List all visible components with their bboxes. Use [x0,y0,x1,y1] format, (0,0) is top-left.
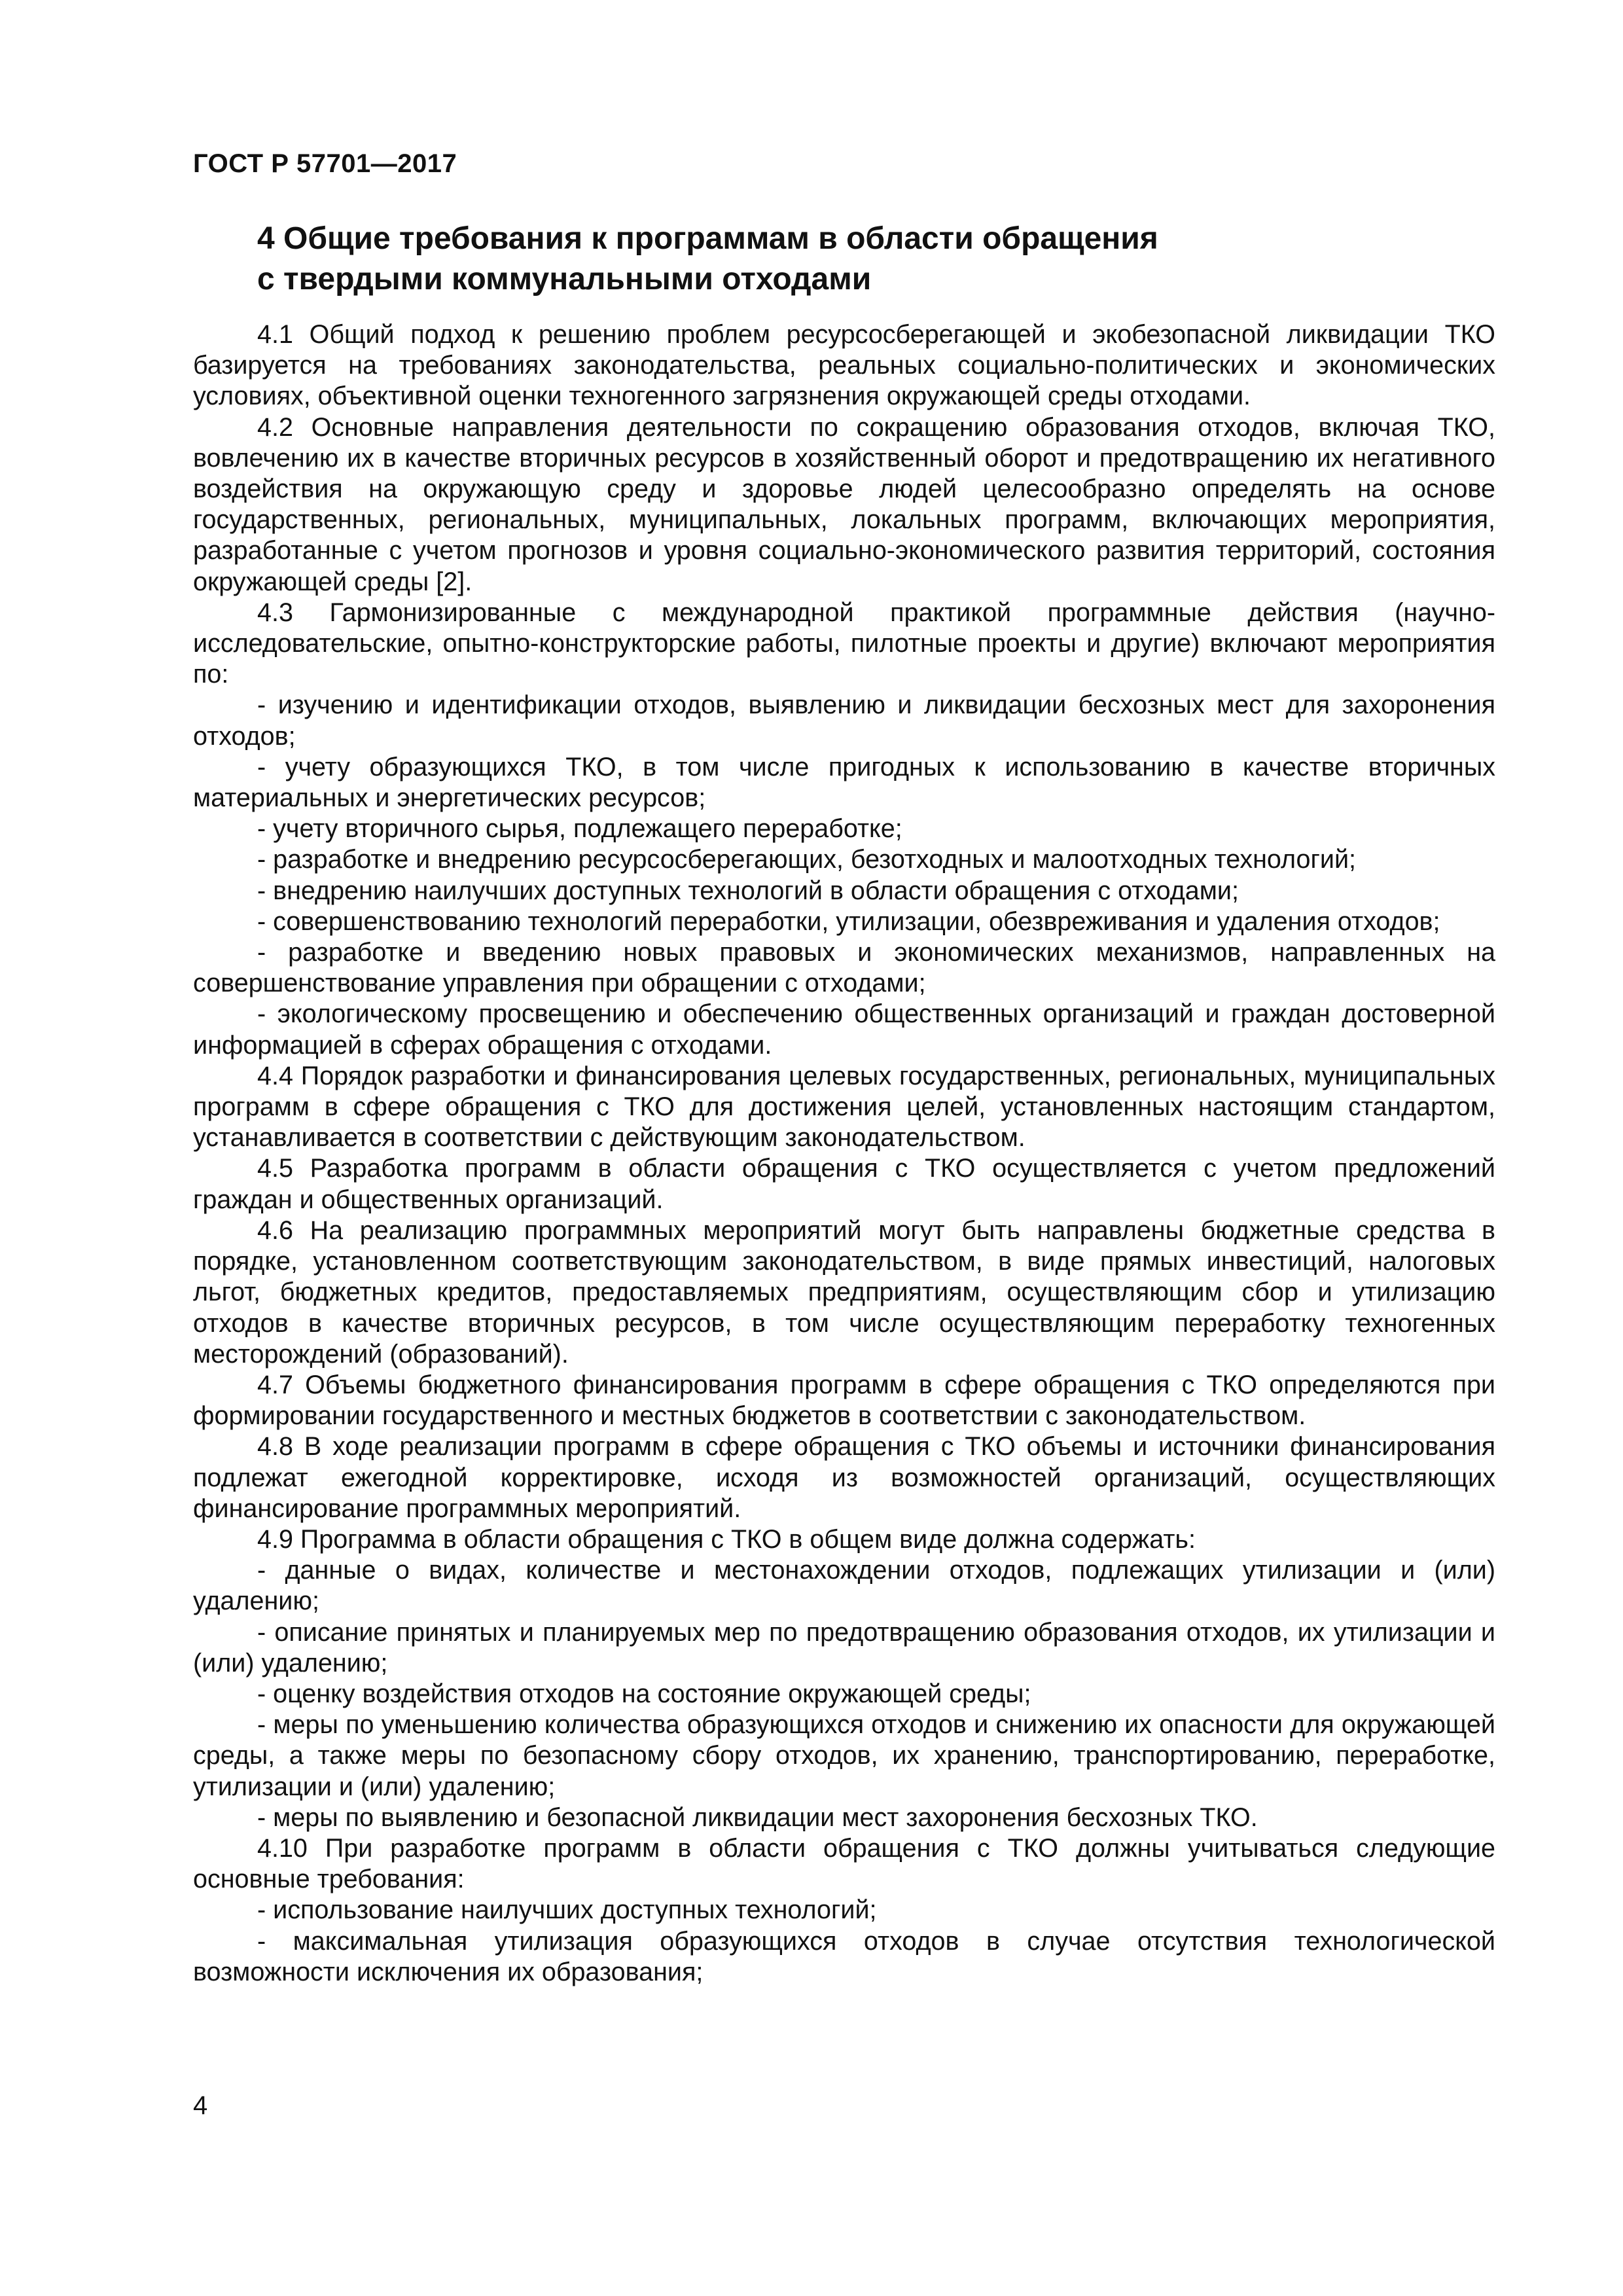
list-item: - изучению и идентификации отходов, выявлению и ликвидации бесхозных мест для захоронения отходов; [193,691,1495,751]
list-item: - экологическому просвещению и обеспечению общественных организаций и граждан достоверной информацией в сферах обращения с отходами. [193,999,1495,1060]
paragraph-4-8: 4.8 В ходе реализации программ в сфере обращения с ТКО объемы и источники финансирования подлежат ежегодной корректировке, исходя из возможностей организаций, осуществляющих финансирование программных мероприятий. [193,1432,1495,1523]
list-item: - учету вторичного сырья, подлежащего переработке; [257,814,902,844]
paragraph-4-6: 4.6 На реализацию программных мероприятий могут быть направлены бюджетные средства в порядке, установленном соответствующим законодательством, в виде прямых инвестиций, налоговых льгот, бюджетных кредитов, предоставляемых предприятиям, осуществляющим сбор и утилизацию отходов в качестве вторичных ресурсов, в том числе осуществляющим переработку техногенных месторождений (образований). [193,1215,1495,1369]
section-title-line-1: 4 Общие требования к программам в области обращения [257,221,1158,256]
list-item: - максимальная утилизация образующихся отходов в случае отсутствия технологической возможности исключения их образования; [193,1926,1495,1986]
list-item: - данные о видах, количестве и местонахождении отходов, подлежащих утилизации и (или) удалению; [193,1556,1495,1616]
list-item: - учету образующихся ТКО, в том числе пригодных к использованию в качестве вторичных материальных и энергетических ресурсов; [193,752,1495,813]
paragraph-4-3: 4.3 Гармонизированные с международной практикой программные действия (научно-исследовательские, опытно-конструкторские работы, пилотные проекты и другие) включают мероприятия по: [193,598,1495,689]
list-item: - разработке и введению новых правовых и экономических механизмов, направленных на совершенствование управления при обращении с отходами; [193,938,1495,998]
paragraph-4-4: 4.4 Порядок разработки и финансирования целевых государственных, региональных, муниципальных программ в сфере обращения с ТКО для достижения целей, установленных настоящим стандартом, устанавливается в соответствии с действующим законодательством. [193,1061,1495,1153]
body-text [193,319,1495,1988]
paragraph-4-10: 4.10 При разработке программ в области обращения с ТКО должны учитываться следующие основные требования: [193,1833,1495,1894]
section-title-line-2: с твердыми коммунальными отходами [257,262,872,296]
list-item: - оценку воздействия отходов на состояние окружающей среды; [257,1679,1031,1708]
paragraph-4-2: 4.2 Основные направления деятельности по сокращению образования отходов, включая ТКО, вовлечению их в качестве вторичных ресурсов в хозяйственный оборот и предотвращению их негативного воздействия на окружающую среду и здоровье людей целесообразно определять на основе государственных, региональных, муниципальных, локальных программ, включающих мероприятия, разработанные с учетом прогнозов и уровня социально-экономического развития территорий, состояния окружающей среды [2]. [193,412,1495,596]
list-item: - меры по выявлению и безопасной ликвидации мест захоронения бесхозных ТКО. [257,1803,1258,1832]
paragraph-4-5: 4.5 Разработка программ в области обращения с ТКО осуществляется с учетом предложений граждан и общественных организаций. [193,1154,1495,1214]
page-number: 4 [193,2091,208,2120]
list-item: - меры по уменьшению количества образующихся отходов и снижению их опасности для окружающей среды, а также меры по безопасному сбору отходов, их хранению, транспортированию, переработке, утилизации и (или) удалению; [193,1710,1495,1801]
section-title [257,219,1501,300]
list-item: - совершенствованию технологий переработки, утилизации, обезвреживания и удаления отходов; [257,906,1440,936]
paragraph-4-9: 4.9 Программа в области обращения с ТКО в общем виде должна содержать: [257,1524,1196,1554]
list-item: - использование наилучших доступных технологий; [257,1895,877,1925]
list-item: - внедрению наилучших доступных технологий в области обращения с отходами; [257,876,1239,905]
paragraph-4-1: 4.1 Общий подход к решению проблем ресурсосберегающей и экобезопасной ликвидации ТКО базируется на требованиях законодательства, реальных социально-политических и экономических условиях, объективной оценки техногенного загрязнения окружающей среды отходами. [193,320,1495,411]
paragraph-4-7: 4.7 Объемы бюджетного финансирования программ в сфере обращения с ТКО определяются при формировании государственного и местных бюджетов в соответствии с законодательством. [193,1370,1495,1431]
list-item: - разработке и внедрению ресурсосберегающих, безотходных и малоотходных технологий; [257,845,1357,874]
list-item: - описание принятых и планируемых мер по предотвращению образования отходов, их утилизации и (или) удалению; [193,1617,1495,1677]
standard-code-header: ГОСТ Р 57701—2017 [193,149,457,178]
